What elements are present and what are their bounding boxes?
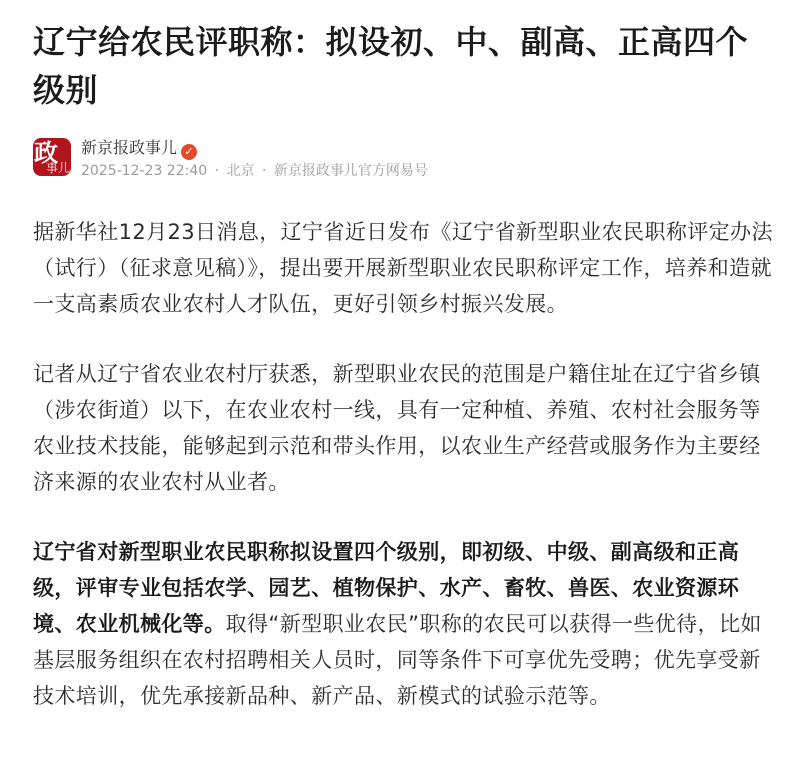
author-row[interactable] [33,138,773,182]
article-paragraph-3 [33,534,773,714]
avatar[interactable] [33,138,71,176]
article-paragraph-1 [33,214,773,322]
check-badge-icon: ✓ [181,144,197,160]
paragraph-text: 记者从辽宁省农业农村厅获悉，新型职业农民的范围是户籍住址在辽宁省乡镇（涉农街道）以下，在农业农村一线，具有一定种植、养殖、农村社会服务等农业技术技能，能够起到示范和带头作用，以农业生产经营或服务作为主要经济来源的农业农村从业者。 [33,362,761,494]
paragraph-bold-text: 辽宁省对新型职业农民职称拟设置四个级别，即初级、中级、副高级和正高级，评审专业包括农学、园艺、植物保护、水产、畜牧、兽医、农业资源环境、农业机械化等。 [33,540,740,636]
publish-source: 新京报政事儿官方网易号 [273,163,428,179]
author-name[interactable] [81,138,197,160]
article-paragraph-2 [33,356,773,500]
article-title: 辽宁给农民评职称：拟设初、中、副高、正高四个级别 [33,23,749,109]
author-name-text[interactable]: 新京报政事儿 [81,138,178,157]
publish-location: 北京 [226,163,255,179]
avatar-logo-main: 政 [34,138,58,167]
paragraph-text: 据新华社12月23日消息，辽宁省近日发布《辽宁省新型职业农民职称评定办法（试行）（征求意见稿）》，提出要开展新型职业农民职称评定工作，培养和造就一支高素质农业农村人才队伍，更好引领乡村振兴发展。 [33,220,773,316]
meta-separator: · [214,163,220,179]
avatar-logo-sub: 事儿 [45,161,70,175]
paragraph-text: 取得“新型职业农民”职称的农民可以获得一些优待，比如基层服务组织在农村招聘相关人员时，同等条件下可享优先受聘；优先享受新技术培训，优先承接新品种、新产品、新模式的试验示范等。 [33,612,762,708]
article-meta [81,162,428,180]
meta-separator: · [261,163,267,179]
publish-datetime: 2025-12-23 22:40 [81,163,208,179]
